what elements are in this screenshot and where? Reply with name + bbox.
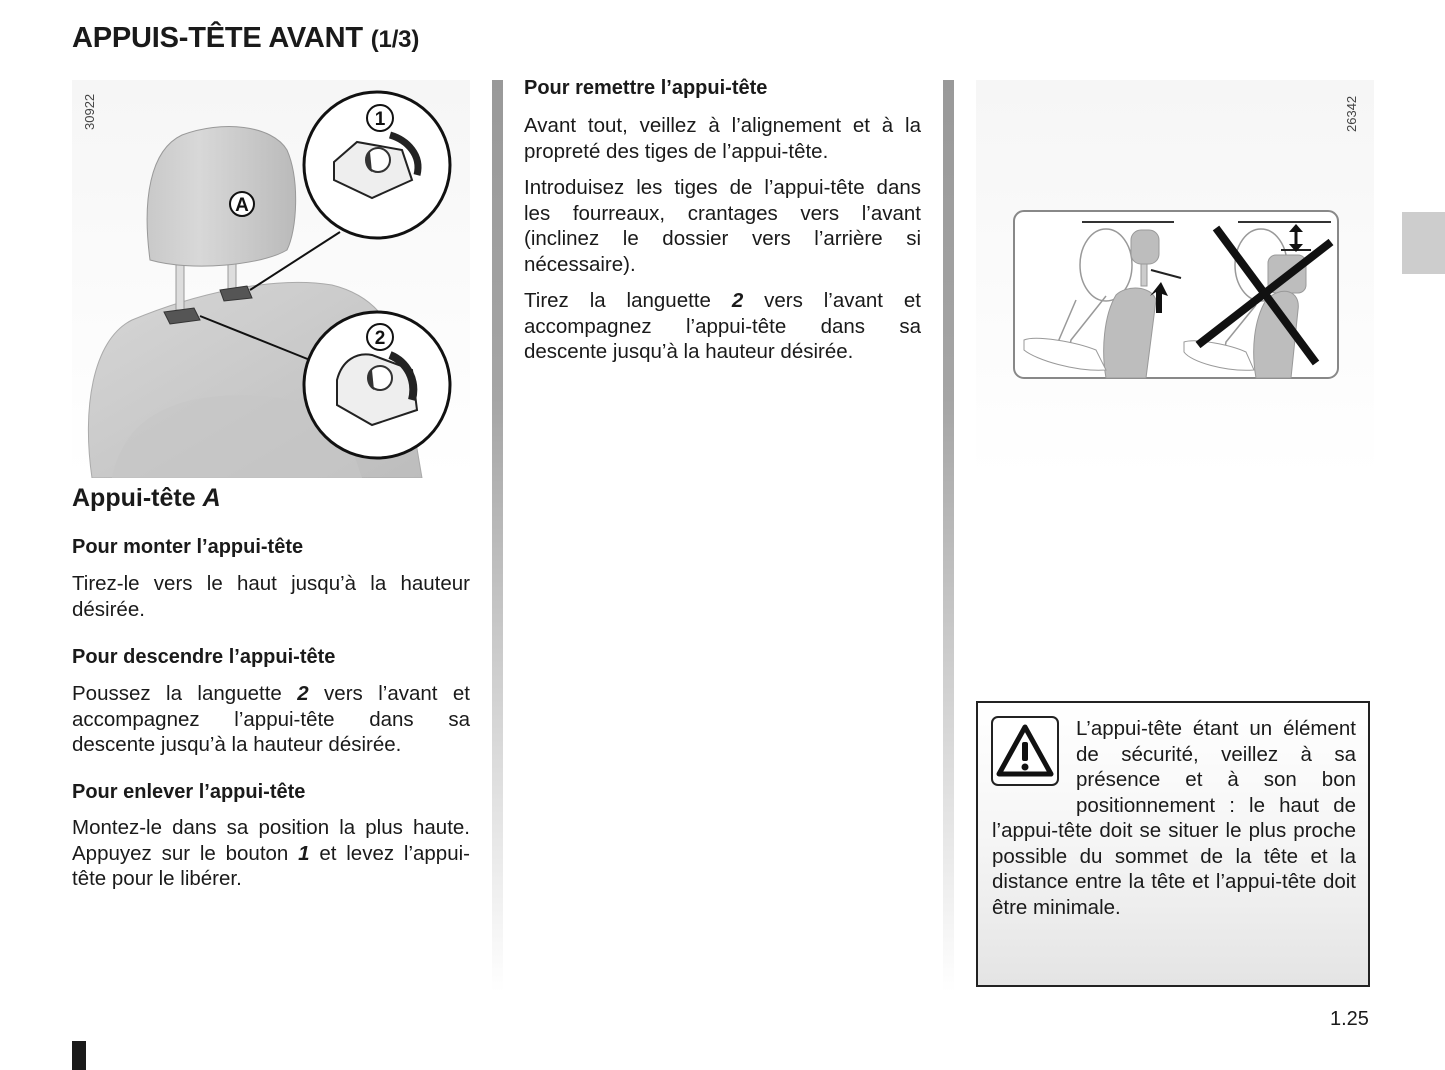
position-figure: [976, 80, 1374, 478]
headrest-illustration: [72, 80, 470, 478]
position-illustration: [976, 80, 1374, 478]
text: Tirez la languette: [524, 289, 732, 312]
svg-text:2: 2: [374, 328, 386, 349]
figure-id: 30922: [82, 93, 97, 130]
paragraph-raise: Tirez-le vers le haut jusqu’à la hauteur désirée.: [72, 572, 470, 621]
subheading-raise: Pour monter l’appui-tête: [72, 536, 304, 558]
text: et levez l’appui-tête pour le libérer.: [72, 841, 470, 890]
paragraph-remove: [72, 815, 470, 892]
chapter-tab-marker: [1402, 212, 1445, 274]
headrest-figure: [72, 80, 470, 478]
text: vers l’avant et accompagnez l’appui-tête dans sa descente jusqu’à la hauteur désirée.: [72, 682, 470, 756]
ref-number: 1: [298, 841, 310, 865]
warning-text: [992, 716, 1356, 920]
paragraph-refit-2: Introduisez les tiges de l’appui-tête dans les fourreaux, crantages vers l’avant (inclinez le dossier vers l’arrière si nécessaire).: [524, 176, 921, 276]
page-number: 1.25: [1330, 1008, 1369, 1030]
paragraph-refit-1: Avant tout, veillez à l’alignement et à la propreté des tiges de l’appui-tête.: [524, 114, 921, 163]
subheading-refit: Pour remettre l’appui-tête: [524, 77, 768, 99]
text: Poussez la languette: [72, 682, 298, 705]
ref-number: 2: [731, 289, 744, 312]
subheading-lower: Pour descendre l’appui-tête: [72, 646, 336, 668]
svg-text:A: A: [235, 195, 249, 216]
column-divider: [492, 80, 503, 992]
warning-body: L’appui-tête étant un élément de sécurité, veillez à sa présence et à son bon positionnement : le haut de l’appui-tête doit se situer le plus proche possible du sommet de la tête et la distance entre la tête et l’appui-tête doit être minimale.: [992, 717, 1356, 919]
section-heading: [72, 484, 221, 513]
paragraph-lower: [72, 681, 470, 758]
ref-number: 2: [297, 682, 309, 705]
svg-text:1: 1: [374, 109, 386, 130]
figure-id: 26342: [1344, 95, 1359, 132]
section-heading-text: Appui-tête: [72, 484, 196, 512]
float-spacer: [992, 716, 1076, 816]
paragraph-refit-3: [524, 288, 921, 365]
section-heading-letter: A: [202, 484, 221, 512]
text: Montez-le dans sa position la plus haute. Appuyez sur le bouton: [72, 816, 470, 865]
warning-box: [976, 701, 1370, 987]
page-title-main: APPUIS-TÊTE AVANT: [72, 22, 363, 54]
text: vers l’avant et accompagnez l’appui-tête dans sa descente jusqu’à la hauteur désirée.: [524, 289, 921, 363]
page-corner-mark: [72, 1041, 86, 1070]
page-title-suffix: (1/3): [370, 26, 420, 53]
column-divider: [943, 80, 954, 992]
page-title: [72, 22, 419, 55]
subheading-remove: Pour enlever l’appui-tête: [72, 781, 306, 803]
